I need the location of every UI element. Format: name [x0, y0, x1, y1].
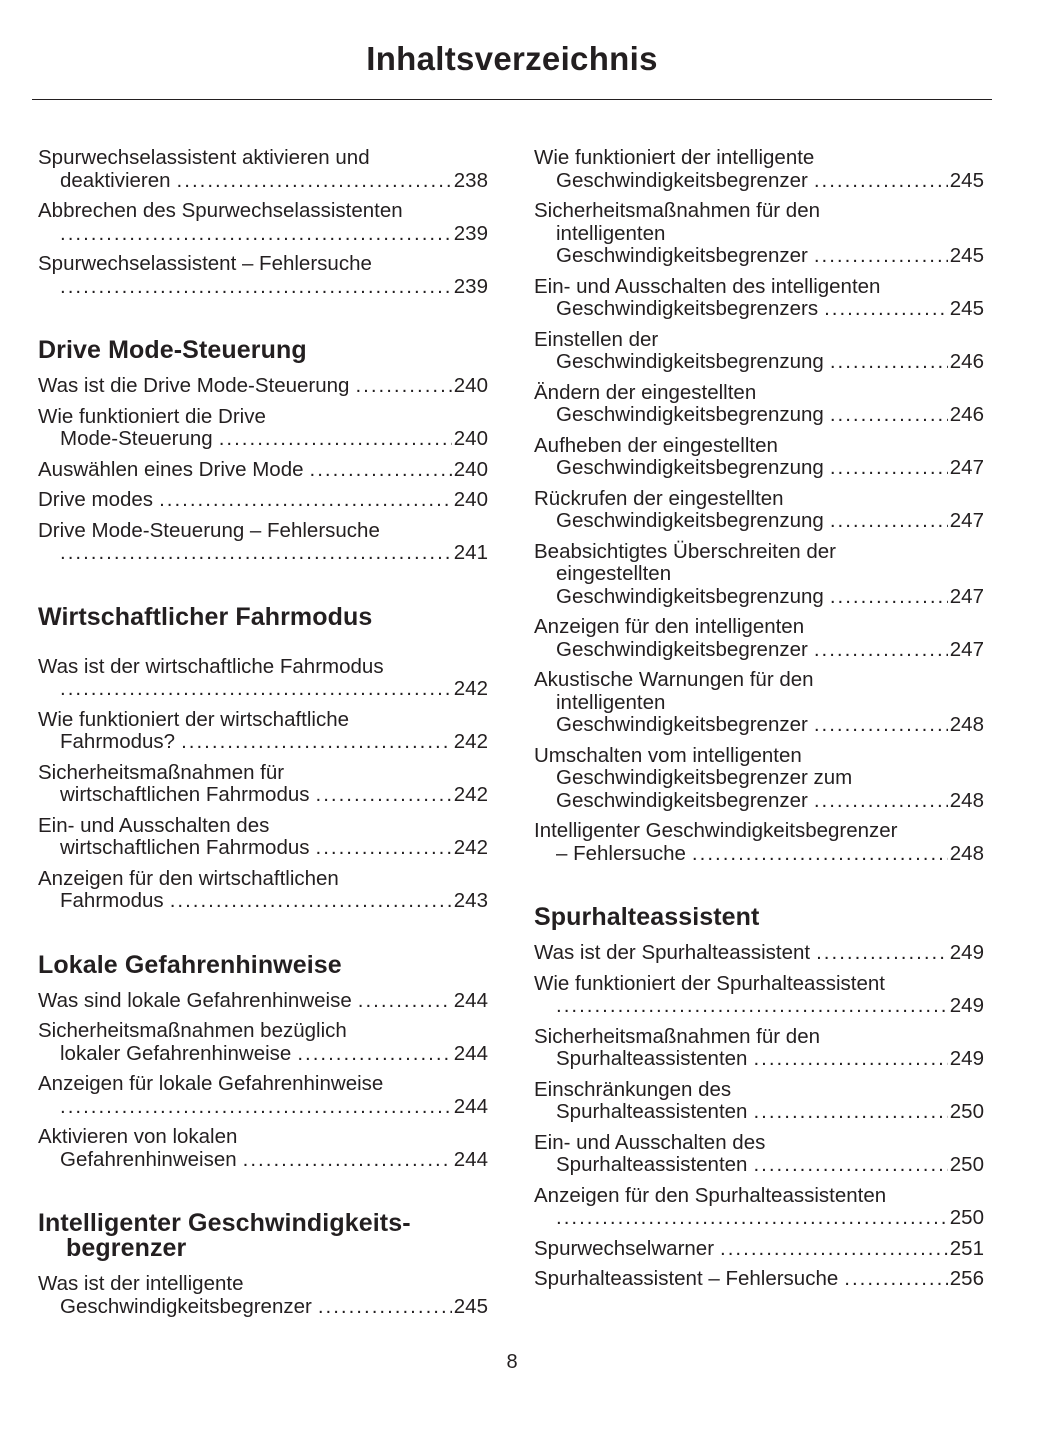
toc-entry[interactable]: [534, 1026, 984, 1071]
dot-leader: [60, 1096, 452, 1119]
toc-entry-title-line: Sicherheitsmaßnahmen für den: [534, 199, 821, 222]
section-heading-intelligent-speed-limiter: [38, 1211, 488, 1261]
toc-entry-leader-line: [534, 510, 984, 533]
toc-entry-leader-line: [534, 298, 984, 321]
toc-entry-title-line: Ein- und Ausschalten des intelligenten: [534, 274, 881, 298]
toc-entry[interactable]: [38, 459, 488, 482]
toc-entry-title-last: Fahrmodus: [60, 889, 164, 912]
toc-page-number: 244: [453, 1147, 488, 1171]
toc-entry-title-last: Spurhalteassistenten: [556, 1153, 748, 1176]
toc-page-number: 238: [453, 168, 488, 192]
toc-entry-title-last: Geschwindigkeitsbegrenzung: [556, 403, 824, 426]
toc-entry-title-line: eingestellten: [556, 562, 672, 585]
toc-entry[interactable]: [534, 276, 984, 321]
toc-entry-leader-line: [534, 639, 984, 662]
toc-entry[interactable]: [38, 868, 488, 913]
toc-entry-leader-line: [38, 837, 488, 860]
toc-entry-title-last: Geschwindigkeitsbegrenzer: [556, 168, 808, 192]
toc-entry-title-last: Geschwindigkeitsbegrenzung: [556, 509, 824, 532]
toc-entry-title-line: Ändern der eingestellten: [534, 380, 757, 404]
toc-entry-title-line: intelligenten: [556, 690, 666, 714]
toc-entry-title-last: Spurwechselwarner: [534, 1236, 715, 1260]
toc-entry-title-last: Was ist der Spurhalteassistent: [534, 941, 811, 964]
toc-entry[interactable]: [534, 942, 984, 965]
toc-entry-title-last: Fahrmodus?: [60, 730, 176, 753]
toc-entry[interactable]: [534, 973, 984, 1018]
toc-group-drive-mode: [38, 375, 488, 565]
toc-entry[interactable]: [38, 709, 488, 754]
toc-entry-leader-line: [534, 1101, 984, 1124]
toc-entry-title-line: Drive Mode-Steuerung – Fehlersuche: [38, 518, 380, 542]
toc-entry-title-last: Geschwindigkeitsbegrenzers: [556, 297, 819, 320]
toc-page-number: 245: [949, 168, 984, 192]
dot-leader: [753, 1101, 947, 1124]
toc-entry[interactable]: [38, 1273, 488, 1318]
toc-entry-title-line: Spurwechselassistent – Fehlersuche: [38, 252, 372, 275]
section-heading-lane-keeping: Spurhalteassistent: [534, 903, 760, 931]
toc-entry-leader-line: [38, 459, 488, 482]
toc-entry-title-last: Geschwindigkeitsbegrenzung: [556, 584, 824, 608]
toc-group-local-hazard: [38, 990, 488, 1172]
toc-page-number: 245: [949, 297, 984, 320]
toc-group-intelligent-speed-limiter-cont: [534, 147, 984, 865]
toc-entry[interactable]: [534, 745, 984, 813]
toc-left-column: [38, 147, 488, 1326]
dot-leader: [844, 1268, 948, 1291]
dot-leader: [814, 714, 948, 737]
toc-entry[interactable]: [38, 1020, 488, 1065]
toc-entry-leader-line: [38, 1149, 488, 1172]
toc-page-number: 245: [453, 1294, 488, 1318]
dot-leader: [816, 942, 948, 965]
toc-entry-leader-line: [534, 714, 984, 737]
toc-entry-title-line: intelligenten: [556, 221, 666, 245]
toc-page-number: 240: [453, 488, 488, 511]
toc-entry[interactable]: [534, 1079, 984, 1124]
toc-entry-title-last: Mode-Steuerung: [60, 427, 213, 450]
toc-entry-leader-line: [38, 170, 488, 193]
toc-page-number: 245: [949, 244, 984, 267]
dot-leader: [318, 1296, 452, 1319]
toc-entry-leader-line: [38, 890, 488, 913]
toc-entry-title-line: Beabsichtigtes Überschreiten der: [534, 539, 836, 563]
toc-entry-title-last: Geschwindigkeitsbegrenzer: [60, 1294, 312, 1318]
toc-page-number: 251: [949, 1236, 984, 1260]
dot-leader: [60, 276, 452, 299]
toc-entry-leader-line: [534, 170, 984, 193]
toc-entry-leader-line: [534, 1154, 984, 1177]
toc-entry[interactable]: [38, 253, 488, 298]
toc-entry[interactable]: [534, 1185, 984, 1230]
toc-entry-title-line: Rückrufen der eingestellten: [534, 486, 784, 510]
toc-entry[interactable]: [534, 329, 984, 374]
toc-entry-title-last: Geschwindigkeitsbegrenzer: [556, 713, 808, 736]
toc-page-number: 247: [949, 456, 984, 479]
toc-entry-leader-line: [38, 731, 488, 754]
toc-entry-title-line: Sicherheitsmaßnahmen für: [38, 760, 285, 784]
dot-leader: [814, 639, 948, 662]
toc-entry-title-last: – Fehlersuche: [556, 841, 686, 865]
dot-leader: [830, 404, 948, 427]
toc-entry-title-line: Ein- und Ausschalten des: [38, 813, 270, 837]
title-divider: [32, 99, 992, 100]
toc-entry-leader-line: [38, 1296, 488, 1319]
toc-entry-title-line: Was ist der intelligente: [38, 1272, 244, 1295]
toc-entry-leader-line: [38, 1096, 488, 1119]
dot-leader: [243, 1149, 452, 1172]
toc-page-number: 250: [949, 1100, 984, 1123]
toc-entry[interactable]: [38, 990, 488, 1013]
dot-leader: [814, 245, 948, 268]
toc-entry-leader-line: [534, 245, 984, 268]
toc-entry-title-line: Anzeigen für den Spurhalteassistenten: [534, 1183, 887, 1207]
dot-leader: [720, 1238, 948, 1261]
toc-page-number: 242: [453, 677, 488, 700]
toc-entry[interactable]: [534, 541, 984, 609]
toc-entry-leader-line: [534, 843, 984, 866]
toc-entry-leader-line: [38, 428, 488, 451]
toc-page-number: 246: [949, 350, 984, 373]
dot-leader: [753, 1048, 947, 1071]
toc-page-number: 256: [949, 1267, 984, 1290]
toc-entry-leader-line: [534, 1207, 984, 1230]
toc-entry-title-line: Intelligenter Geschwindigkeitsbegrenzer: [534, 819, 898, 842]
toc-entry-leader-line: [38, 678, 488, 701]
toc-page-number: 249: [949, 941, 984, 964]
toc-entry-title-line: Geschwindigkeitsbegrenzer zum: [556, 766, 853, 789]
toc-entry-title-last: Geschwindigkeitsbegrenzer: [556, 244, 808, 267]
toc-entry-title-last: Was sind lokale Gefahrenhinweise: [38, 988, 352, 1012]
dot-leader: [355, 375, 451, 398]
toc-entry-title-line: Sicherheitsmaßnahmen bezüglich: [38, 1019, 347, 1042]
toc-entry-title-last: Auswählen eines Drive Mode: [38, 457, 304, 481]
toc-group-intelligent-speed-limiter: [38, 1273, 488, 1318]
toc-entry-title-line: Was ist der wirtschaftliche Fahrmodus: [38, 654, 384, 678]
page-number: 8: [506, 1351, 518, 1373]
toc-entry[interactable]: [38, 815, 488, 860]
section-heading-line: Intelligenter Geschwindigkeits-: [38, 1209, 411, 1237]
toc-entry-title-line: Wie funktioniert der wirtschaftliche: [38, 707, 350, 731]
toc-page-number: 240: [453, 427, 488, 450]
toc-entry-title-last: deaktivieren: [60, 168, 171, 192]
toc-entry-title-last: Spurhalteassistenten: [556, 1100, 748, 1123]
toc-entry-leader-line: [38, 276, 488, 299]
toc-entry[interactable]: [38, 200, 488, 245]
toc-group-lane-keeping: [534, 942, 984, 1291]
toc-entry-leader-line: [534, 404, 984, 427]
toc-page-number: 246: [949, 403, 984, 426]
dot-leader: [692, 843, 948, 866]
toc-entry-title-last: Spurhalteassistenten: [556, 1047, 748, 1070]
toc-entry-title-line: Wie funktioniert die Drive: [38, 404, 266, 428]
dot-leader: [814, 790, 948, 813]
section-heading-line: begrenzer: [66, 1234, 187, 1262]
page-title: Inhaltsverzeichnis: [366, 40, 658, 77]
toc-entry-title-line: Einstellen der: [534, 327, 659, 351]
toc-entry[interactable]: [38, 375, 488, 398]
toc-page-number: 247: [949, 637, 984, 661]
toc-page-number: 248: [949, 788, 984, 812]
toc-entry-title-last: Spurhalteassistent – Fehlersuche: [534, 1267, 839, 1290]
toc-page-number: 250: [949, 1206, 984, 1229]
toc-entry-leader-line: [534, 1238, 984, 1261]
toc-page-number: 248: [949, 841, 984, 865]
dot-leader: [358, 990, 452, 1013]
toc-entry-leader-line: [38, 542, 488, 565]
toc-entry-title-last: Geschwindigkeitsbegrenzer: [556, 788, 808, 812]
dot-leader: [830, 351, 948, 374]
dot-leader: [830, 510, 948, 533]
dot-leader: [814, 170, 948, 193]
toc-entry-leader-line: [38, 223, 488, 246]
toc-entry-leader-line: [534, 351, 984, 374]
section-heading-local-hazard: Lokale Gefahrenhinweise: [38, 950, 342, 979]
toc-entry-title-line: Aufheben der eingestellten: [534, 433, 778, 457]
toc-entry-leader-line: [534, 457, 984, 480]
toc-entry-leader-line: [534, 790, 984, 813]
toc-page-number: 244: [453, 1041, 488, 1065]
toc-entry[interactable]: [38, 406, 488, 451]
toc-entry-title-last: Was ist die Drive Mode-Steuerung: [38, 374, 350, 397]
toc-entry-title-line: Umschalten vom intelligenten: [534, 743, 802, 767]
toc-entry[interactable]: [38, 656, 488, 701]
toc-entry-title-last: wirtschaftlichen Fahrmodus: [60, 836, 310, 859]
dot-leader: [556, 1207, 948, 1230]
toc-entry-title-line: Abbrechen des Spurwechselassistenten: [38, 199, 403, 222]
toc-group-lane-change: [38, 147, 488, 298]
toc-entry[interactable]: [38, 520, 488, 565]
toc-entry-title-line: Einschränkungen des: [534, 1077, 732, 1101]
dot-leader: [556, 995, 948, 1018]
dot-leader: [60, 223, 452, 246]
dot-leader: [830, 457, 948, 480]
toc-entry-leader-line: [38, 990, 488, 1013]
toc-entry[interactable]: [534, 200, 984, 268]
toc-page-number: 250: [949, 1153, 984, 1176]
toc-page-number: 239: [453, 221, 488, 245]
toc-entry-title-last: Drive modes: [38, 488, 154, 511]
toc-page-number: 242: [453, 783, 488, 806]
dot-leader: [316, 784, 452, 807]
toc-entry[interactable]: [534, 382, 984, 427]
toc-entry-title-line: Anzeigen für lokale Gefahrenhinweise: [38, 1072, 384, 1095]
toc-page-number: 249: [949, 994, 984, 1017]
toc-entry[interactable]: [534, 147, 984, 192]
dot-leader: [170, 890, 452, 913]
toc-page-number: 249: [949, 1047, 984, 1070]
toc-entry-leader-line: [534, 995, 984, 1018]
toc-entry-leader-line: [534, 1048, 984, 1071]
toc-entry[interactable]: [534, 488, 984, 533]
toc-entry[interactable]: [534, 820, 984, 865]
toc-page-number: 248: [949, 713, 984, 736]
toc-entry-title-line: Aktivieren von lokalen: [38, 1125, 238, 1148]
toc-entry-title-line: Anzeigen für den wirtschaftlichen: [38, 866, 339, 890]
toc-entry[interactable]: [38, 489, 488, 512]
toc-entry[interactable]: [534, 1268, 984, 1291]
dot-leader: [316, 837, 452, 860]
toc-right-column: [534, 147, 984, 1299]
toc-entry[interactable]: [38, 762, 488, 807]
dot-leader: [830, 586, 948, 609]
toc-entry[interactable]: [534, 1238, 984, 1261]
toc-entry-leader-line: [38, 1043, 488, 1066]
toc-entry-leader-line: [38, 489, 488, 512]
toc-page-number: 247: [949, 509, 984, 532]
toc-page-number: 242: [453, 730, 488, 753]
toc-entry[interactable]: [534, 669, 984, 737]
toc-page-number: 241: [453, 541, 488, 564]
dot-leader: [824, 298, 948, 321]
toc-entry-title-line: Wie funktioniert der Spurhalteassistent: [534, 971, 885, 995]
dot-leader: [177, 170, 452, 193]
toc-entry[interactable]: [38, 147, 488, 192]
toc-entry-title-line: Wie funktioniert der intelligente: [534, 146, 815, 169]
toc-entry-title-line: Anzeigen für den intelligenten: [534, 615, 805, 638]
toc-page-number: 240: [453, 374, 488, 397]
dot-leader: [297, 1043, 451, 1066]
toc-entry-title-line: Akustische Warnungen für den: [534, 668, 814, 691]
toc-entry-leader-line: [38, 784, 488, 807]
toc-group-eco-mode: [38, 656, 488, 913]
toc-entry-title-line: Sicherheitsmaßnahmen für den: [534, 1024, 821, 1048]
toc-entry-title-last: lokaler Gefahrenhinweise: [60, 1041, 292, 1065]
toc-entry[interactable]: [534, 435, 984, 480]
dot-leader: [310, 459, 452, 482]
toc-page-number: 244: [453, 1094, 488, 1118]
toc-entry-title-last: Geschwindigkeitsbegrenzer: [556, 637, 808, 661]
toc-page-number: 242: [453, 836, 488, 859]
toc-entry-leader-line: [534, 586, 984, 609]
toc-entry-title-line: Ein- und Ausschalten des: [534, 1130, 766, 1154]
toc-entry-title-last: Geschwindigkeitsbegrenzung: [556, 350, 824, 373]
toc-entry-title-last: Gefahrenhinweisen: [60, 1147, 237, 1171]
toc-entry-leader-line: [38, 375, 488, 398]
dot-leader: [753, 1154, 947, 1177]
toc-entry-title-line: Spurwechselassistent aktivieren und: [38, 146, 370, 169]
toc-entry-title-last: wirtschaftlichen Fahrmodus: [60, 783, 310, 806]
toc-entry-leader-line: [534, 942, 984, 965]
dot-leader: [219, 428, 452, 451]
dot-leader: [60, 678, 452, 701]
dot-leader: [60, 542, 452, 565]
toc-entry-leader-line: [534, 1268, 984, 1291]
toc-entry[interactable]: [534, 1132, 984, 1177]
toc-page-number: 240: [453, 457, 488, 481]
toc-page-number: 247: [949, 584, 984, 608]
toc-entry[interactable]: [38, 1073, 488, 1118]
toc-entry-title-last: Geschwindigkeitsbegrenzung: [556, 456, 824, 479]
dot-leader: [159, 489, 452, 512]
toc-entry[interactable]: [534, 616, 984, 661]
toc-page-number: 244: [453, 988, 488, 1012]
toc-page-number: 243: [453, 889, 488, 912]
dot-leader: [181, 731, 452, 754]
toc-page-number: 239: [453, 274, 488, 298]
section-heading-drive-mode: Drive Mode-Steuerung: [38, 336, 307, 364]
toc-entry[interactable]: [38, 1126, 488, 1171]
section-heading-eco-mode: Wirtschaftlicher Fahrmodus: [38, 602, 373, 631]
